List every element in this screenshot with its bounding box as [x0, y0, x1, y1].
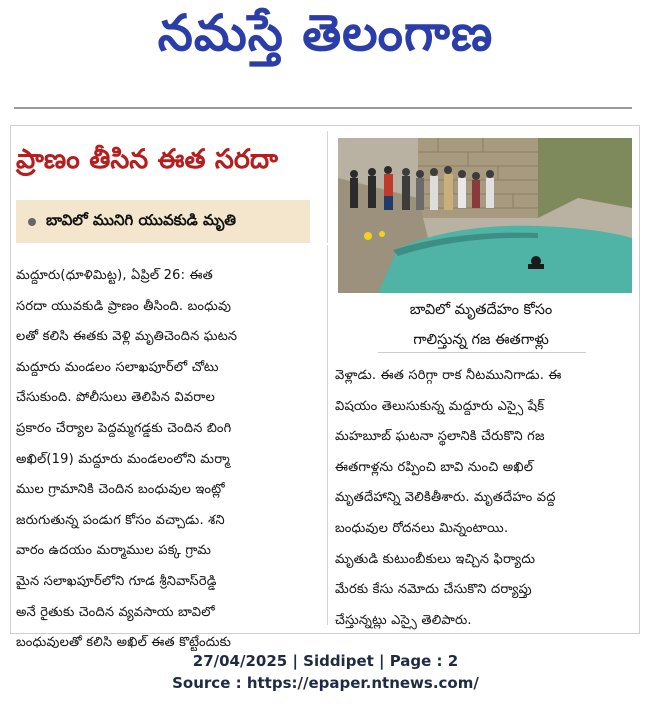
body-line: లతో కలిసి ఈతకు వెళ్లి మృతిచెందిన ఘటన — [16, 329, 238, 345]
photo-caption-line: బావిలో మృతదేహం కోసం — [409, 302, 553, 318]
body-line: మైన సలాఖపూర్‌లోని గూడ శ్రీనివాస్‌రెడ్డి — [16, 573, 217, 589]
article-subheadline-box — [16, 200, 310, 243]
photo-caption — [366, 295, 596, 355]
bullet-icon — [28, 218, 36, 226]
body-line: మద్దూరు మండలం సలాఖపూర్‌లో చోటు — [16, 359, 219, 375]
masthead — [0, 3, 651, 72]
body-line: సరదా యువకుడి ప్రాణం తీసింది. బంధువు — [16, 298, 232, 314]
column-divider — [327, 245, 328, 625]
body-line: జరుగుతున్న పండుగ కోసం వచ్చాడు. శని — [16, 512, 225, 528]
footer-date-edition: 27/04/2025 | Siddipet | Page : 2 — [192, 652, 459, 670]
body-line: మేరకు కేసు నమోదు చేసుకొని దర్యాప్తు — [335, 582, 532, 598]
body-line: ప్రకారం చేర్యాల పెద్దమ్మగడ్డకు చెందిన బింగి — [16, 420, 232, 436]
body-line: వెళ్లాడు. ఈత సరిగ్గా రాక నీటమునిగాడు. ఈ — [335, 368, 562, 383]
article-headline: ప్రాణం తీసిన ఈత సరదా — [16, 144, 278, 175]
body-line: బంధువులతో కలిసి అఖిల్ ఈత కొట్టేందుకు — [16, 635, 232, 651]
body-line: అనే రైతుకు చెందిన వ్యవసాయ బావిలో — [16, 604, 215, 620]
footer-source-link[interactable]: Source : https://epaper.ntnews.com/ — [172, 674, 479, 692]
page-footer — [0, 650, 651, 694]
masthead-title: నమస్తే తెలంగాణ — [157, 3, 494, 62]
masthead-divider — [14, 107, 632, 109]
article-photo — [338, 138, 632, 293]
body-line: ముల గ్రామానికి చెందిన బంధువుల ఇంట్లో — [16, 482, 225, 498]
body-line: వారం ఉదయం మర్మాముల పక్క గ్రామ — [16, 543, 212, 559]
article-body-left-column — [16, 261, 322, 659]
column-divider-top — [327, 131, 328, 243]
caption-divider — [378, 352, 586, 353]
body-line: విషయం తెలుసుకున్న మద్దూరు ఎస్సై షేక్ — [335, 398, 545, 414]
body-line: మద్దూరు(ధూళిమిట్ట), ఏప్రిల్ 26: ఈత — [16, 268, 213, 283]
body-line: మృతదేహాన్ని వెలికితీశారు. మృతదేహం వద్ద — [335, 490, 556, 506]
article-subheadline: బావిలో మునిగి యువకుడి మృతి — [46, 210, 236, 229]
body-line: మహబూబ్ ఘటనా స్థలానికి చేరుకొని గజ — [335, 429, 545, 445]
body-line: చేసుకుంది. పోలీసులు తెలిపిన వివరాల — [16, 390, 216, 406]
photo-caption-line: గాలిస్తున్న గజ ఈతగాళ్లు — [413, 332, 549, 348]
body-line: అఖిల్(19) మద్దూరు మండలంలోని మర్మా — [16, 451, 230, 467]
body-line: మృతుడి కుటుంబీకులు ఇచ్చిన ఫిర్యాదు — [335, 551, 536, 567]
body-line: చేస్తున్నట్లు ఎస్సై తెలిపారు. — [335, 612, 472, 628]
body-line: ఈతగాళ్లను రప్పించి బావి నుంచి అఖిల్ — [335, 459, 534, 475]
body-line: బంధువుల రోదనలు మిన్నంటాయి. — [335, 520, 509, 536]
article-body-right-column — [335, 361, 633, 636]
